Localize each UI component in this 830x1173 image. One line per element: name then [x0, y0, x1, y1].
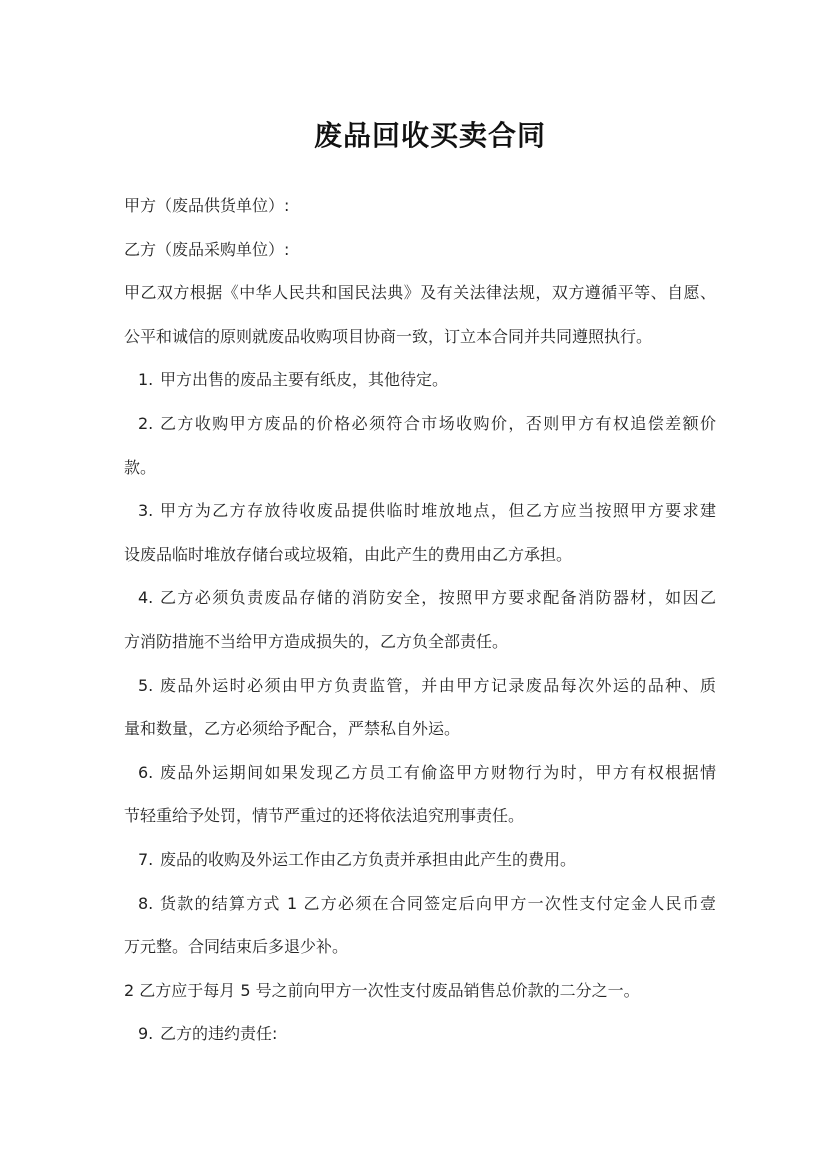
clause-list — [124, 358, 716, 968]
clause-item-2-line: 款。 — [124, 457, 157, 477]
clause-number: 6. — [138, 762, 154, 782]
clause-number: 4. — [138, 588, 154, 608]
clause-text: 甲方出售的废品主要有纸皮，其他待定。 — [160, 370, 449, 390]
preamble-line: 公平和诚信的原则就废品收购项目协商一致，订立本合同并共同遵照执行。 — [124, 326, 653, 346]
clause-number: 3. — [138, 501, 154, 521]
clause-item-8-line: 万元整。合同结束后多退少补。 — [124, 937, 349, 957]
clause-number: 7. — [138, 849, 154, 869]
clause-item-1-line — [124, 358, 716, 402]
clause-number: 1. — [138, 370, 154, 390]
clause-text: 废品的收购及外运工作由乙方负责并承担由此产生的费用。 — [160, 849, 577, 869]
clause-text: 废品外运时必须由甲方负责监管，并由甲方记录废品每次外运的品种、质 — [160, 675, 716, 695]
clause-item-6-line: 节轻重给予处罚，情节严重过的还将依法追究刑事责任。 — [124, 806, 525, 826]
party-a-line: 甲方（废品供货单位）: — [124, 196, 290, 215]
clause-text: 乙方必须负责废品存储的消防安全，按照甲方要求配备消防器材，如因乙 — [160, 588, 716, 608]
contract-body — [124, 184, 716, 1056]
clause-item-5-line: 量和数量，乙方必须给予配合，严禁私自外运。 — [124, 719, 461, 739]
clause-item-4-line: 方消防措施不当给甲方造成损失的，乙方负全部责任。 — [124, 631, 509, 651]
document-title: 废品回收买卖合同 — [313, 119, 546, 152]
payment-clause-2: 2 乙方应于每月 5 号之前向甲方一次性支付废品销售总价款的二分之一。 — [124, 980, 640, 1000]
clause-text: 货款的结算方式 1 乙方必须在合同签定后向甲方一次性支付定金人民币壹 — [160, 893, 716, 913]
clause-item-2-line — [124, 402, 716, 446]
clause-item-5-line — [124, 664, 716, 708]
party-b-line: 乙方（废品采购单位）: — [124, 239, 290, 259]
clause-number: 5. — [138, 675, 154, 695]
clause-text: 甲方为乙方存放待收废品提供临时堆放地点，但乙方应当按照甲方要求建 — [160, 501, 716, 521]
clause-text: 乙方收购甲方废品的价格必须符合市场收购价，否则甲方有权追偿差额价 — [160, 413, 716, 433]
preamble-line: 甲乙双方根据《中华人民共和国民法典》及有关法律法规，双方遵循平等、自愿、 — [124, 283, 716, 303]
clause-number: 9. — [138, 1024, 154, 1044]
clause-number: 8. — [138, 893, 154, 913]
clause-text: 乙方的违约责任: — [160, 1024, 278, 1044]
clause-item-3-line — [124, 489, 716, 533]
clause-text: 废品外运期间如果发现乙方员工有偷盗甲方财物行为时，甲方有权根据情 — [160, 762, 716, 782]
clause-number: 2. — [138, 413, 154, 433]
clause-item-6-line — [124, 751, 716, 795]
clause-item-9 — [124, 1012, 716, 1056]
clause-item-8-line — [124, 882, 716, 926]
clause-item-4-line — [124, 576, 716, 620]
clause-item-3-line: 设废品临时堆放存储台或垃圾箱，由此产生的费用由乙方承担。 — [124, 544, 573, 564]
clause-item-7-line — [124, 838, 716, 882]
